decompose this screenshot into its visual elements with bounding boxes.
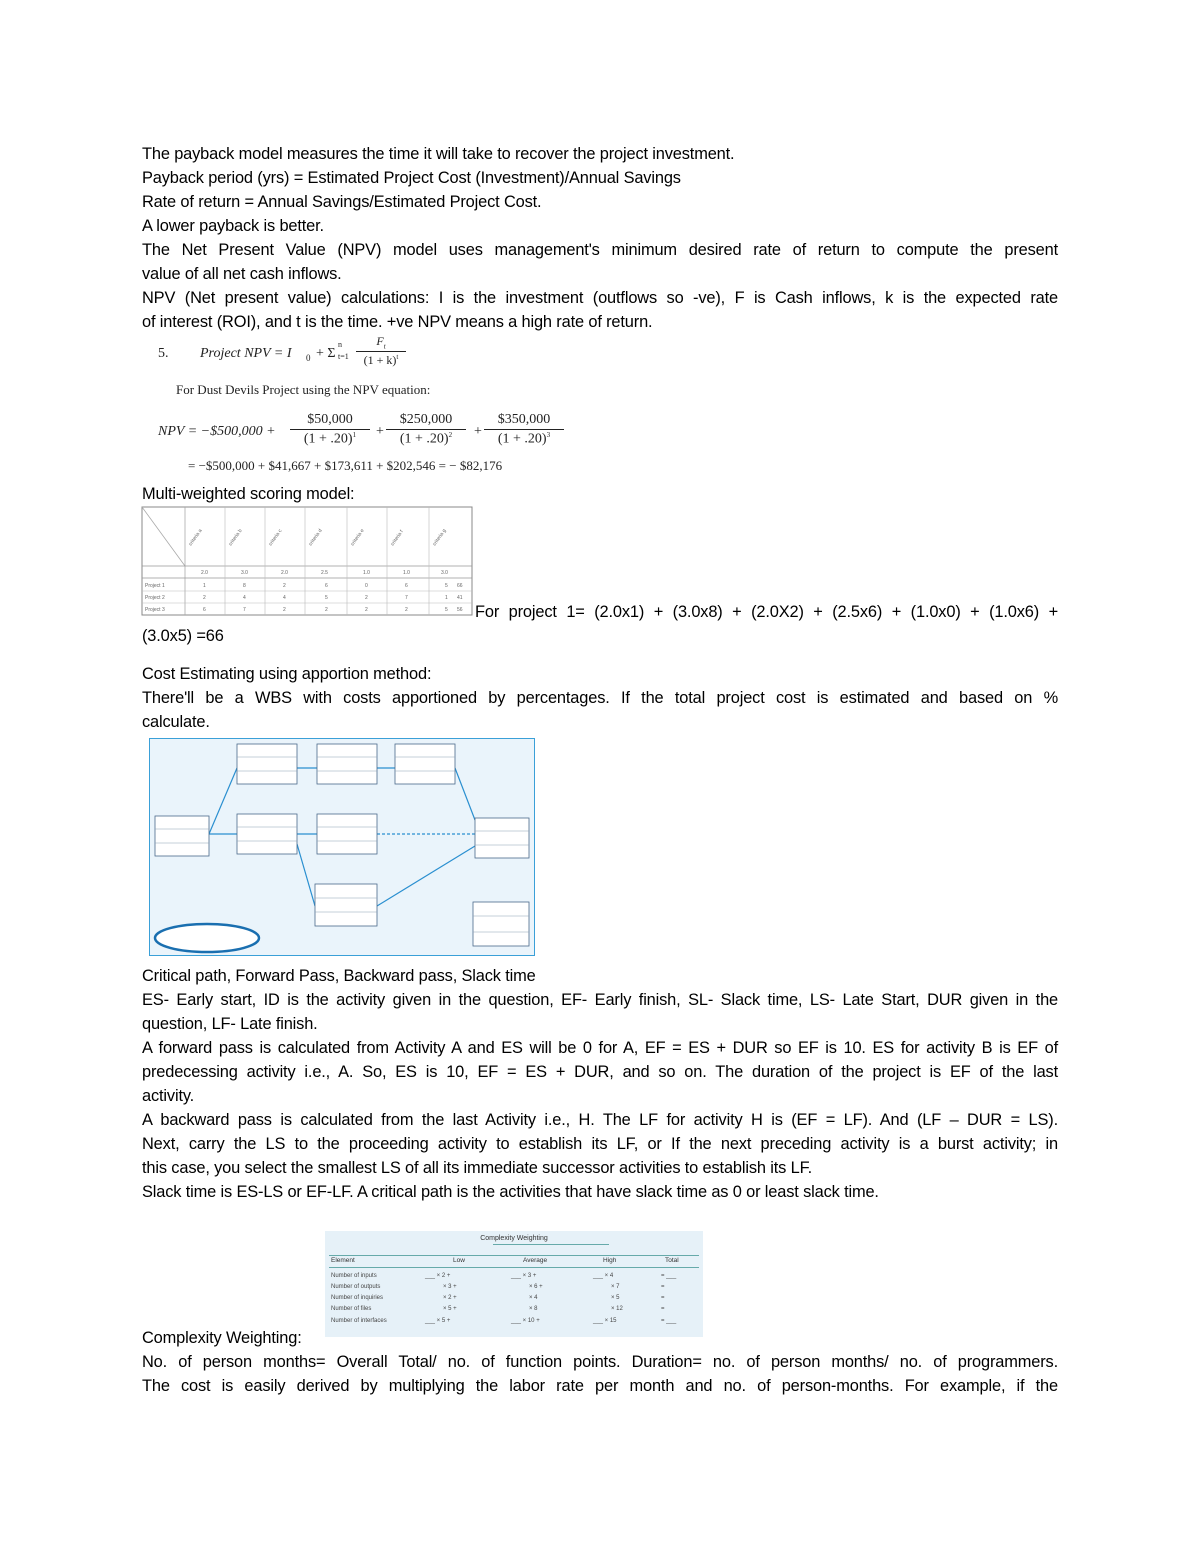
- sub-zero: 0: [306, 353, 311, 363]
- svg-text:66: 66: [457, 583, 463, 589]
- npv-line-1: The Net Present Value (NPV) model uses management's minimum desired rate of return to compute the present: [142, 241, 1058, 259]
- frac-den: (1 + k): [363, 353, 397, 368]
- row-avg: × 4: [529, 1295, 538, 1301]
- row-total: =: [661, 1284, 665, 1290]
- row-total: = ___: [661, 1273, 677, 1279]
- svg-text:4: 4: [283, 595, 286, 601]
- svg-text:2: 2: [365, 607, 368, 613]
- npv-line-3: NPV (Net present value) calculations: I is the investment (outflows so -ve), F is Cash inflows, k is the expected rate: [142, 289, 1058, 307]
- row-avg: × 6 +: [529, 1284, 543, 1290]
- col-low: Low: [453, 1257, 465, 1264]
- fraction-2-exp: 2: [448, 431, 453, 439]
- payback-line-4: A lower payback is better.: [142, 217, 324, 235]
- apportion-line-1: There'll be a WBS with costs apportioned by percentages. If the total project cost is estimated and based on %: [142, 689, 1058, 707]
- row-total: =: [661, 1295, 665, 1301]
- col-average: Average: [523, 1257, 548, 1264]
- row-element: Number of outputs: [331, 1284, 381, 1290]
- row-high: × 5: [611, 1295, 620, 1301]
- scoring-row-3: Project 3: [145, 607, 165, 613]
- fraction-2-den: (1 + .20): [399, 431, 449, 447]
- scoring-row-1: Project 1: [145, 583, 165, 589]
- fraction-3-den: (1 + .20): [497, 431, 547, 447]
- row-avg: × 8: [529, 1306, 538, 1312]
- critical-line-2: question, LF- Late finish.: [142, 1015, 318, 1033]
- critical-line-8: this case, you select the smallest LS of all its immediate successor activities to establish its LF.: [142, 1159, 813, 1177]
- plus-2: +: [474, 424, 482, 439]
- row-avg: ___ × 10 +: [511, 1318, 540, 1324]
- col-high: High: [603, 1257, 617, 1264]
- svg-text:criteria e: criteria e: [349, 527, 366, 548]
- svg-text:2.0: 2.0: [201, 570, 208, 576]
- critical-line-9: Slack time is ES-LS or EF-LF. A critical path is the activities that have slack time as 0 or least slack time.: [142, 1183, 879, 1201]
- apportion-line-2: calculate.: [142, 713, 210, 731]
- row-high: × 7: [611, 1284, 620, 1290]
- general-fraction: [356, 334, 406, 368]
- row-low: ___ × 2 +: [425, 1273, 451, 1279]
- fraction-1: [290, 412, 370, 448]
- frac-sub-t: t: [383, 342, 386, 351]
- col-total: Total: [665, 1257, 679, 1264]
- critical-line-6: A backward pass is calculated from the last Activity i.e., H. The LF for activity H is (EF = LF). And (LF – DUR = LS).: [142, 1111, 1058, 1129]
- scoring-heading: Multi-weighted scoring model:: [142, 485, 355, 503]
- frac-sup-t: t: [396, 353, 399, 362]
- project-npv-label: Project NPV = I: [200, 346, 292, 361]
- svg-text:7: 7: [405, 595, 408, 601]
- apportion-heading: Cost Estimating using apportion method:: [142, 665, 432, 683]
- svg-text:criteria f: criteria f: [389, 529, 405, 548]
- fraction-3-exp: 3: [546, 431, 551, 439]
- npv-line-4: of interest (ROI), and t is the time. +ve NPV means a high rate of return.: [142, 313, 653, 331]
- svg-text:7: 7: [243, 607, 246, 613]
- svg-text:2: 2: [283, 607, 286, 613]
- svg-text:3.0: 3.0: [241, 570, 248, 576]
- svg-text:1: 1: [203, 583, 206, 589]
- payback-line-3: Rate of return = Annual Savings/Estimated Project Cost.: [142, 193, 542, 211]
- npv-line-2: value of all net cash inflows.: [142, 265, 342, 283]
- row-high: × 12: [611, 1306, 623, 1312]
- network-diagram-figure: [149, 738, 535, 956]
- fraction-3: [484, 412, 564, 448]
- complexity-table-title: Complexity Weighting: [480, 1235, 548, 1242]
- row-avg: ___ × 3 +: [511, 1273, 537, 1279]
- payback-line-1: The payback model measures the time it will take to recover the project investment.: [142, 145, 735, 163]
- svg-text:2: 2: [365, 595, 368, 601]
- svg-text:6: 6: [325, 583, 328, 589]
- payback-line-2: Payback period (yrs) = Estimated Project Cost (Investment)/Annual Savings: [142, 169, 681, 187]
- fraction-1-exp: 1: [352, 431, 357, 439]
- svg-text:criteria b: criteria b: [227, 527, 244, 548]
- svg-text:2: 2: [283, 583, 286, 589]
- svg-text:5: 5: [445, 607, 448, 613]
- scoring-formula-line-2: (3.0x5) =66: [142, 627, 224, 645]
- critical-line-1: ES- Early start, ID is the activity given in the question, EF- Early finish, SL- Slack time, LS- Late Start, DUR given in the: [142, 991, 1058, 1009]
- equation-number: 5.: [158, 346, 169, 361]
- svg-text:5: 5: [445, 583, 448, 589]
- svg-text:8: 8: [243, 583, 246, 589]
- fraction-3-num: $350,000: [484, 412, 564, 430]
- fraction-1-num: $50,000: [290, 412, 370, 430]
- svg-text:3.0: 3.0: [441, 570, 448, 576]
- col-element: Element: [331, 1257, 355, 1264]
- svg-text:6: 6: [203, 607, 206, 613]
- npv-result: = −$500,000 + $41,667 + $173,611 + $202,546 = − $82,176: [188, 458, 503, 473]
- row-total: = ___: [661, 1318, 677, 1324]
- critical-line-3: A forward pass is calculated from Activity A and ES will be 0 for A, EF = ES + DUR so EF is 10. ES for activity B is EF of: [142, 1039, 1058, 1057]
- svg-text:2.5: 2.5: [321, 570, 328, 576]
- row-low: × 3 +: [443, 1284, 457, 1290]
- svg-text:2: 2: [325, 607, 328, 613]
- row-high: ___ × 4: [593, 1273, 614, 1279]
- svg-text:criteria g: criteria g: [431, 527, 448, 548]
- complexity-line-1: No. of person months= Overall Total/ no. of function points. Duration= no. of person months/ no. of programmers.: [142, 1353, 1058, 1371]
- row-low: × 2 +: [443, 1295, 457, 1301]
- complexity-table-figure: [325, 1231, 703, 1337]
- svg-text:1: 1: [445, 595, 448, 601]
- svg-text:2.0: 2.0: [281, 570, 288, 576]
- svg-text:2: 2: [203, 595, 206, 601]
- plus-1: +: [376, 424, 384, 439]
- row-element: Number of files: [331, 1306, 372, 1312]
- npv-label: NPV = −$500,000 +: [158, 424, 276, 439]
- svg-text:2: 2: [405, 607, 408, 613]
- fraction-2-num: $250,000: [386, 412, 466, 430]
- row-high: ___ × 15: [593, 1318, 617, 1324]
- npv-equation-figure: [158, 334, 578, 480]
- complexity-heading: Complexity Weighting:: [142, 1329, 302, 1347]
- svg-text:41: 41: [457, 595, 463, 601]
- svg-text:4: 4: [243, 595, 246, 601]
- svg-text:6: 6: [405, 583, 408, 589]
- scoring-formula-line-1: For project 1= (2.0x1) + (3.0x8) + (2.0X2) + (2.5x6) + (1.0x0) + (1.0x6) +: [475, 603, 1058, 621]
- svg-text:0: 0: [365, 583, 368, 589]
- scoring-table-figure: [141, 506, 473, 616]
- svg-text:1.0: 1.0: [403, 570, 410, 576]
- svg-text:criteria d: criteria d: [307, 527, 324, 548]
- sum-range: t=1: [338, 352, 349, 361]
- svg-text:5: 5: [325, 595, 328, 601]
- npv-caption: For Dust Devils Project using the NPV equation:: [176, 382, 431, 397]
- row-total: =: [661, 1306, 665, 1312]
- frac-num: F: [376, 334, 384, 348]
- complexity-line-2: The cost is easily derived by multiplying the labor rate per month and no. of person-months. For example, if the: [142, 1377, 1058, 1395]
- critical-heading: Critical path, Forward Pass, Backward pass, Slack time: [142, 967, 536, 985]
- sum-symbol: + Σ: [316, 346, 336, 361]
- sum-top: n: [338, 340, 342, 349]
- scoring-row-2: Project 2: [145, 595, 165, 601]
- row-low: ___ × 5 +: [425, 1318, 451, 1324]
- row-element: Number of interfaces: [331, 1318, 387, 1324]
- svg-text:criteria c: criteria c: [267, 528, 284, 548]
- critical-line-4: predecessing activity i.e., A. So, ES is 10, EF = ES + DUR, and so on. The duration of the project is EF of the last: [142, 1063, 1058, 1081]
- svg-text:1.0: 1.0: [363, 570, 370, 576]
- fraction-1-den: (1 + .20): [303, 431, 353, 447]
- critical-line-5: activity.: [142, 1087, 195, 1105]
- svg-text:56: 56: [457, 607, 463, 613]
- row-element: Number of inquiries: [331, 1295, 384, 1301]
- critical-line-7: Next, carry the LS to the proceeding activity to establish its LF, or If the next preceding activity is a burst activity; in: [142, 1135, 1058, 1153]
- fraction-2: [386, 412, 466, 448]
- row-low: × 5 +: [443, 1306, 457, 1312]
- svg-text:criteria a: criteria a: [187, 527, 204, 548]
- row-element: Number of inputs: [331, 1273, 377, 1279]
